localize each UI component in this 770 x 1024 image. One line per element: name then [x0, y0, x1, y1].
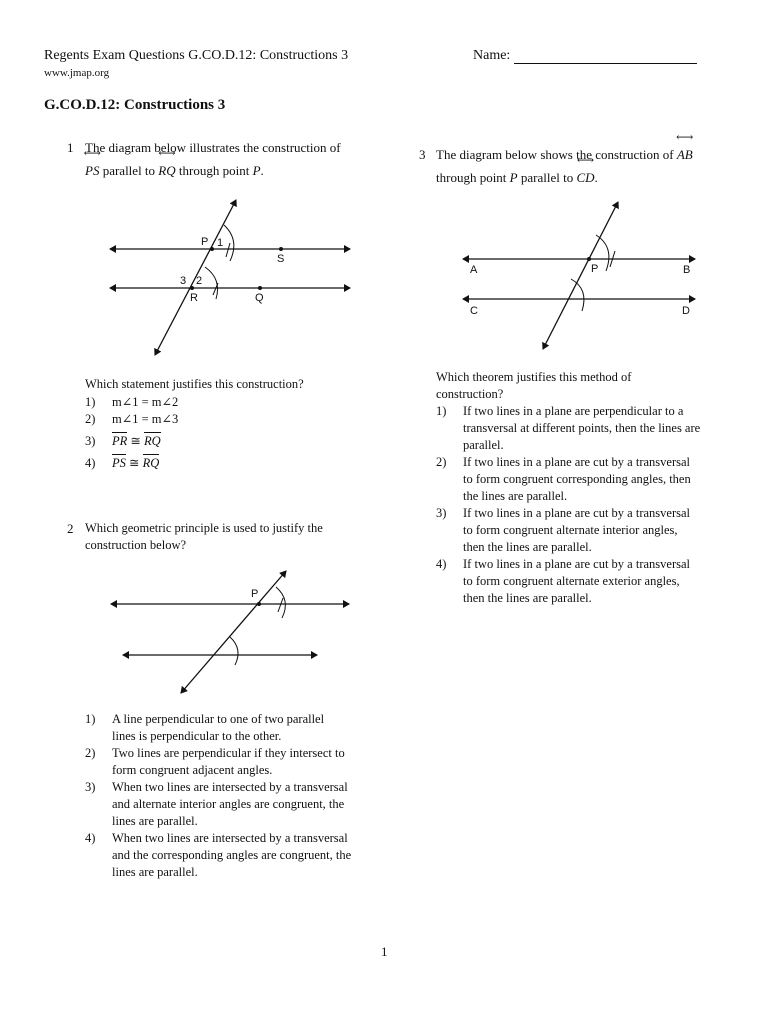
- q3-construction-diagram: [455, 195, 705, 355]
- question-3-stem: [436, 143, 736, 189]
- arc-upper: [276, 587, 285, 618]
- arc-cross: [278, 598, 283, 612]
- point-s: [279, 247, 283, 251]
- q3-question-line2: construction?: [436, 387, 504, 401]
- q1-stem-line2: ⟷ PS parallel to ⟷ RQ through point P.: [85, 159, 385, 182]
- label-s: S: [277, 253, 285, 265]
- worksheet-title: Regents Exam Questions G.CO.D.12: Constructions 3: [44, 48, 349, 63]
- label-d: D: [682, 305, 690, 317]
- name-field: [473, 48, 697, 64]
- question-2-number: 2: [67, 521, 74, 536]
- arc-cross-upper: [226, 243, 230, 257]
- q1-choice-4: 4) PS ≅ RQ: [85, 456, 160, 470]
- q3-question-line1: Which theorem justifies this method of: [436, 370, 632, 384]
- q1-question-text: Which statement justifies this construction?: [85, 377, 304, 391]
- label-angle-2: 2: [196, 275, 203, 287]
- point-p: [587, 257, 591, 261]
- point-q: [258, 286, 262, 290]
- q2-choice-1: 1) A line perpendicular to one of two parallel lines is perpendicular to the other.: [85, 712, 325, 743]
- section-title: G.CO.D.12: Constructions 3: [44, 97, 226, 113]
- question-1-stem: [85, 136, 385, 182]
- label-angle-3: 3: [180, 275, 187, 287]
- arc-lower: [571, 279, 584, 311]
- ray-ps: ⟷ PS: [85, 159, 99, 182]
- q2-choice-2: 2) Two lines are perpendicular if they intersect to form congruent adjacent angles.: [85, 746, 345, 777]
- point-r: [190, 286, 194, 290]
- point-p: [257, 602, 261, 606]
- ray-ab: ⟷ AB: [677, 143, 693, 166]
- question-3-number: 3: [419, 147, 426, 162]
- page-number: 1: [381, 944, 388, 959]
- q3-choice-3: 3) If two lines in a plane are cut by a transversal to form congruent alternate interior angles, then the lines are parallel.: [436, 506, 690, 554]
- q3-choice-4: 4) If two lines in a plane are cut by a transversal to form congruent alternate exterior angles, then the lines are parallel.: [436, 557, 690, 605]
- ray-rq: ⟷ RQ: [158, 159, 175, 182]
- point-p: [210, 247, 214, 251]
- label-b: B: [683, 264, 691, 276]
- q1-choice-1: 1) m∠1 = m∠2: [85, 395, 179, 409]
- name-label: Name:: [473, 48, 511, 63]
- question-3-choices: [436, 369, 741, 607]
- label-r: R: [190, 292, 198, 304]
- label-p: P: [251, 588, 259, 600]
- q3-stem-line2: through point P parallel to ⟷ CD.: [436, 166, 736, 189]
- transversal: [181, 571, 286, 693]
- question-2-stem: Which geometric principle is used to justify the construction below?: [85, 521, 323, 552]
- label-a: A: [470, 264, 478, 276]
- q3-choice-2: 2) If two lines in a plane are cut by a transversal to form congruent corresponding angles, then the lines are parallel.: [436, 455, 691, 503]
- q1-choice-2: 2) m∠1 = m∠3: [85, 412, 179, 426]
- arc-lower: [205, 267, 218, 299]
- question-1-number: 1: [67, 140, 74, 155]
- label-p: P: [201, 236, 209, 248]
- q1-choice-3: 3) PR ≅ RQ: [85, 434, 161, 448]
- q1-stem-line1: The diagram below illustrates the construction of: [85, 140, 341, 155]
- q2-choice-3: 3) When two lines are intersected by a transversal and alternate interior angles are congruent, the lines are parallel.: [85, 780, 348, 828]
- ray-cd: ⟷ CD: [576, 166, 594, 189]
- label-p: P: [591, 263, 599, 275]
- question-1-choices: [85, 376, 385, 472]
- q1-construction-diagram: [100, 195, 360, 360]
- q2-construction-diagram: [105, 565, 355, 700]
- name-blank-line: [514, 49, 697, 64]
- transversal: [543, 202, 618, 349]
- q3-choice-1: 1) If two lines in a plane are perpendicular to a transversal at different points, then the lines are parallel.: [436, 404, 701, 452]
- site-url: www.jmap.org: [44, 67, 110, 79]
- question-2-choices: [85, 711, 385, 881]
- label-angle-1: 1: [217, 237, 224, 249]
- q3-stem-line1: The diagram below shows the construction of ⟷ AB: [436, 143, 736, 166]
- q2-choice-4: 4) When two lines are intersected by a transversal and the corresponding angles are congruent, the lines are parallel.: [85, 831, 352, 879]
- label-q: Q: [255, 292, 264, 304]
- arc-upper: [224, 225, 234, 261]
- arc-lower: [230, 637, 238, 665]
- label-c: C: [470, 305, 478, 317]
